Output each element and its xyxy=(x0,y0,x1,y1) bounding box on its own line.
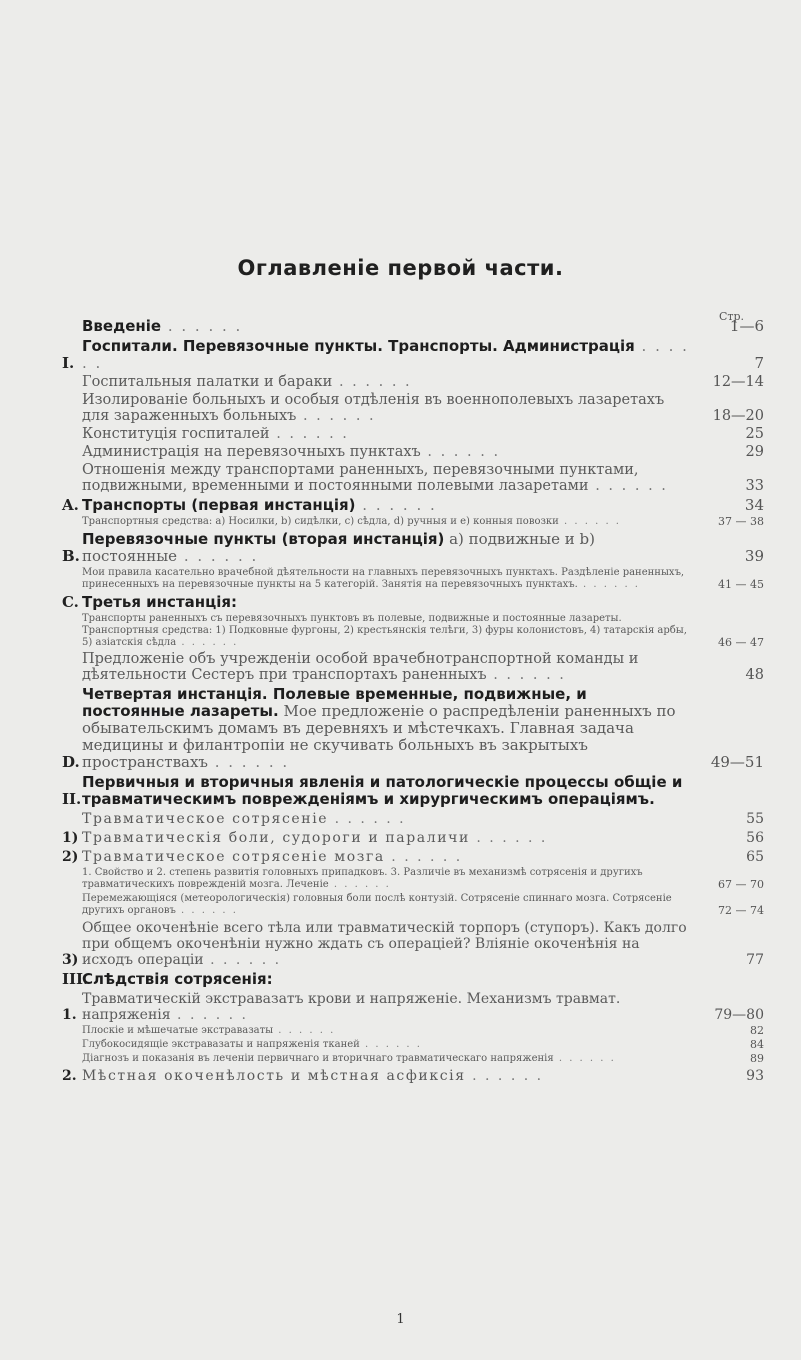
toc-leader-dots: . . . . . . xyxy=(176,637,239,648)
toc-entry-page: 49—51 xyxy=(710,753,764,771)
toc-entry-page: 55 xyxy=(746,811,764,827)
toc-entry-text-block xyxy=(82,651,692,683)
toc-entry-text: Мои правила касательно врачебной дѣятельности на главныхъ перевязочныхъ пунктахъ. Раздѣленіе раненныхъ, принесенныхъ на перевязочные пункты на 5 категорій. Занятія на перевязочныхъ пунктахъ. xyxy=(82,567,685,590)
toc-entry xyxy=(62,318,764,335)
toc-entry-text-block xyxy=(82,374,692,390)
toc-entry-heading: Введеніе xyxy=(82,317,162,335)
toc-entry-text-block xyxy=(82,318,692,335)
toc-entry-text-block xyxy=(82,392,692,424)
toc-entry-page: 67 — 70 xyxy=(718,878,764,891)
toc-entry xyxy=(62,462,764,494)
toc-entry-page: 93 xyxy=(746,1068,764,1084)
toc-leader-dots: . . . . . . xyxy=(332,374,412,390)
toc-entry xyxy=(62,594,764,611)
toc-entry xyxy=(62,426,764,442)
toc-entry xyxy=(62,567,764,591)
toc-entry-text-block xyxy=(82,444,692,460)
toc-entry-marker: III. xyxy=(62,970,89,988)
toc-entry-heading: Слѣдствія сотрясенія: xyxy=(82,970,273,988)
toc-entry-heading: Третья инстанція: xyxy=(82,593,238,611)
toc-entry-text: Перемежающіяся (метеорологическія) головныя боли послѣ контузій. Сотрясеніе спиннаго мозга. Сотрясеніе другихъ органовъ xyxy=(82,893,672,916)
toc-entry xyxy=(62,686,764,771)
toc-entry-page: 37 — 38 xyxy=(718,515,764,528)
toc-entry-page: 72 — 74 xyxy=(718,904,764,917)
toc-entry-text: Мое предложеніе о распредѣленіи раненныхъ по обывательскимъ домамъ въ деревняхъ и мѣстечкахъ. Главная задача медицины и филантропіи не скучивать больныхъ въ закрытыхъ пространствахъ xyxy=(82,702,676,771)
toc-entry-text-block xyxy=(82,1053,692,1065)
toc-entry-text-block xyxy=(82,811,692,827)
toc-leader-dots: . . . . . . xyxy=(207,753,290,771)
toc-leader-dots: . . . . . . xyxy=(465,1068,544,1084)
toc-entry-text-block xyxy=(82,426,692,442)
toc-leader-dots: . . . . . . xyxy=(82,337,689,372)
toc-entry xyxy=(62,531,764,565)
toc-entry-marker: 2) xyxy=(62,849,79,865)
toc-entry-heading: Первичныя и вторичныя явленія и патологическіе процессы общіе и травматическимъ поврежденіямъ и хирургическимъ операціямъ. xyxy=(82,773,683,808)
toc-entry xyxy=(62,867,764,891)
toc-entry-text: Госпитальныя палатки и бараки xyxy=(82,374,333,390)
toc-entry-text: Конституція госпиталей xyxy=(82,426,270,442)
toc-entry-text-block xyxy=(82,830,692,846)
toc-entry xyxy=(62,338,764,372)
toc-entry xyxy=(62,444,764,460)
toc-entry-marker: I. xyxy=(62,354,75,372)
toc-entry-page: 18—20 xyxy=(712,408,764,424)
toc-entry-heading: Перевязочные пункты (вторая инстанція) xyxy=(82,530,445,548)
toc-leader-dots: . . . . . . xyxy=(269,426,349,442)
toc-entry-text: Транспорты раненныхъ съ перевязочныхъ пунктовъ въ полевые, подвижные и постоянные лазареты. Транспортныя средства: 1) Подковные фургоны, 2) крестьянскія телѣги, 3) фуры колонистовъ, 4) татарскія арбы, 5) азіатскія сѣдла xyxy=(82,613,687,648)
toc-leader-dots: . . . . . . xyxy=(553,1053,616,1064)
toc-entry-text-block xyxy=(82,991,692,1023)
toc-entry-heading: Транспорты (первая инстанція) xyxy=(82,496,356,514)
toc-entry-text-block xyxy=(82,1068,692,1084)
toc-entry-text-block xyxy=(82,567,692,591)
toc-entry-page: 39 xyxy=(744,547,764,565)
toc-entry-text-block xyxy=(82,516,692,528)
toc-entry xyxy=(62,613,764,649)
toc-entry-text-block xyxy=(82,497,692,514)
toc-entry-page: 7 xyxy=(754,354,764,372)
toc-entry xyxy=(62,849,764,865)
toc-leader-dots: . . . . . . xyxy=(558,516,621,527)
toc-entry-text-block xyxy=(82,594,692,611)
toc-entry xyxy=(62,830,764,846)
toc-leader-dots: . . . . . . xyxy=(577,579,640,590)
toc-entry-text-block xyxy=(82,774,692,808)
toc-entry xyxy=(62,651,764,683)
toc-leader-dots: . . . . . . xyxy=(175,905,238,916)
table-of-contents xyxy=(62,318,764,1084)
toc-entry-page: 34 xyxy=(744,496,764,514)
toc-entry-text: Предложеніе объ учрежденіи особой врачебнотранспортной команды и дѣятельности Сестеръ при транспортахъ раненныхъ xyxy=(82,651,639,683)
toc-entry-text: Отношенія между транспортами раненныхъ, перевязочными пунктами, подвижными, временными и постоянными полевыми лазаретами xyxy=(82,462,639,494)
toc-entry-marker: II. xyxy=(62,790,82,808)
toc-entry-heading: Четвертая инстанція. Полевые временные, подвижные, и постоянные лазареты. xyxy=(82,685,587,720)
toc-entry-page: 1—6 xyxy=(729,317,764,335)
toc-entry-text: Травматическій экстравазатъ крови и напряженіе. Механизмъ травмат. напряженія xyxy=(82,991,621,1023)
toc-entry-page: 41 — 45 xyxy=(718,578,764,591)
toc-entry-page: 29 xyxy=(745,444,764,460)
toc-entry xyxy=(62,920,764,968)
footer-page-number: 1 xyxy=(396,1312,405,1327)
toc-entry-page: 56 xyxy=(746,830,764,846)
toc-entry-page: 77 xyxy=(746,952,764,968)
toc-leader-dots: . . . . . . xyxy=(420,444,501,460)
toc-entry-marker: C. xyxy=(62,593,79,611)
toc-entry-marker: 2. xyxy=(62,1068,77,1084)
toc-entry-text-block xyxy=(82,613,692,649)
toc-leader-dots: . . . . . . xyxy=(328,879,391,890)
toc-entry xyxy=(62,1025,764,1037)
toc-entry-heading: Госпитали. Перевязочные пункты. Транспорты. Администрація xyxy=(82,337,635,355)
toc-entry-text: 1. Свойство и 2. степень развитія головныхъ припадковъ. 3. Различіе въ механизмѣ сотрясенія и другихъ травматическихъ поврежденій мозга. Леченіе xyxy=(82,867,643,890)
toc-entry-text: а) подвижные и b) постоянные xyxy=(82,530,595,565)
toc-entry-text-block xyxy=(82,893,692,917)
toc-entry-text: Травматическія боли, судороги и параличи xyxy=(82,830,470,846)
toc-entry-marker: D. xyxy=(62,753,80,771)
page-column-header: Стр. xyxy=(718,310,744,323)
toc-entry-text-block xyxy=(82,531,692,565)
toc-entry-marker: 1. xyxy=(62,1007,77,1023)
toc-entry xyxy=(62,774,764,808)
toc-entry-text-block xyxy=(82,462,692,494)
toc-leader-dots: . . . . . . xyxy=(355,496,437,514)
toc-entry xyxy=(62,374,764,390)
toc-entry xyxy=(62,971,764,988)
toc-entry xyxy=(62,497,764,514)
toc-leader-dots: . . . . . . xyxy=(273,1025,336,1036)
toc-entry-text: Глубокосидящіе экстравазаты и напряженія тканей xyxy=(82,1039,360,1050)
toc-entry-marker: 1) xyxy=(62,830,79,846)
toc-entry-text: Травматическое сотрясеніе мозга xyxy=(82,849,385,865)
page-title: Оглавленіе первой части. xyxy=(237,256,564,280)
toc-leader-dots: . . . . . . xyxy=(469,830,548,846)
toc-entry-text-block xyxy=(82,849,692,865)
toc-leader-dots: . . . . . . xyxy=(203,952,282,968)
toc-entry-text: Плоскіе и мѣшечатые экстравазаты xyxy=(82,1025,274,1036)
toc-entry-marker: A. xyxy=(62,496,79,514)
toc-entry-text-block xyxy=(82,971,692,988)
toc-entry-page: 12—14 xyxy=(712,374,764,390)
toc-entry xyxy=(62,1068,764,1084)
toc-leader-dots: . . . . . . xyxy=(486,667,566,683)
toc-entry xyxy=(62,893,764,917)
toc-leader-dots: . . . . . . xyxy=(328,811,406,827)
toc-entry-page: 79—80 xyxy=(714,1007,764,1023)
toc-leader-dots: . . . . . . xyxy=(161,317,243,335)
toc-entry xyxy=(62,991,764,1023)
toc-entry-page: 65 xyxy=(746,849,764,865)
toc-leader-dots: . . . . . . xyxy=(384,849,463,865)
toc-entry-text-block xyxy=(82,338,692,372)
toc-entry-text: Травматическое сотрясеніе xyxy=(82,811,329,827)
toc-leader-dots: . . . . . . xyxy=(170,1007,249,1023)
toc-entry-text-block xyxy=(82,920,692,968)
toc-entry xyxy=(62,811,764,827)
toc-entry-text: Мѣстная окоченѣлость и мѣстная асфиксія xyxy=(82,1068,466,1084)
toc-leader-dots: . . . . . . xyxy=(177,547,259,565)
toc-entry-marker: B. xyxy=(62,547,80,565)
toc-entry xyxy=(62,516,764,528)
toc-entry-text: Администрація на перевязочныхъ пунктахъ xyxy=(82,444,421,460)
toc-entry-text: Изолированіе больныхъ и особыя отдѣленія въ военнополевыхъ лазаретахъ для зараженныхъ больныхъ xyxy=(82,392,665,424)
toc-entry-page: 84 xyxy=(750,1038,764,1051)
toc-entry-text-block xyxy=(82,686,692,771)
toc-entry-text: Общее окоченѣніе всего тѣла или травматическій торпоръ (ступоръ). Какъ долго при общемъ окоченѣніи нужно ждать съ операціей? Вліяніе окоченѣнія на исходъ операціи xyxy=(82,920,687,968)
toc-entry-page: 48 xyxy=(745,667,764,683)
toc-entry-text-block xyxy=(82,1039,692,1051)
toc-entry-page: 89 xyxy=(750,1052,764,1065)
toc-leader-dots: . . . . . . xyxy=(359,1039,422,1050)
toc-entry-page: 46 — 47 xyxy=(718,636,764,649)
toc-entry-marker: 3) xyxy=(62,952,79,968)
toc-entry-page: 33 xyxy=(745,478,764,494)
toc-entry xyxy=(62,1053,764,1065)
toc-entry-text: Діагнозъ и показанія въ леченіи первичнаго и вторичнаго травматическаго напряженія xyxy=(82,1053,554,1064)
toc-entry-page: 25 xyxy=(745,426,764,442)
toc-entry-text-block xyxy=(82,867,692,891)
toc-entry-text: Транспортныя средства: а) Носилки, b) сидѣлки, c) сѣдла, d) ручныя и e) конныя повозки xyxy=(82,516,559,527)
toc-entry-page: 82 xyxy=(750,1024,764,1037)
toc-leader-dots: . . . . . . xyxy=(296,408,376,424)
toc-entry-text-block xyxy=(82,1025,692,1037)
toc-entry xyxy=(62,392,764,424)
toc-leader-dots: . . . . . . xyxy=(588,478,668,494)
toc-entry xyxy=(62,1039,764,1051)
